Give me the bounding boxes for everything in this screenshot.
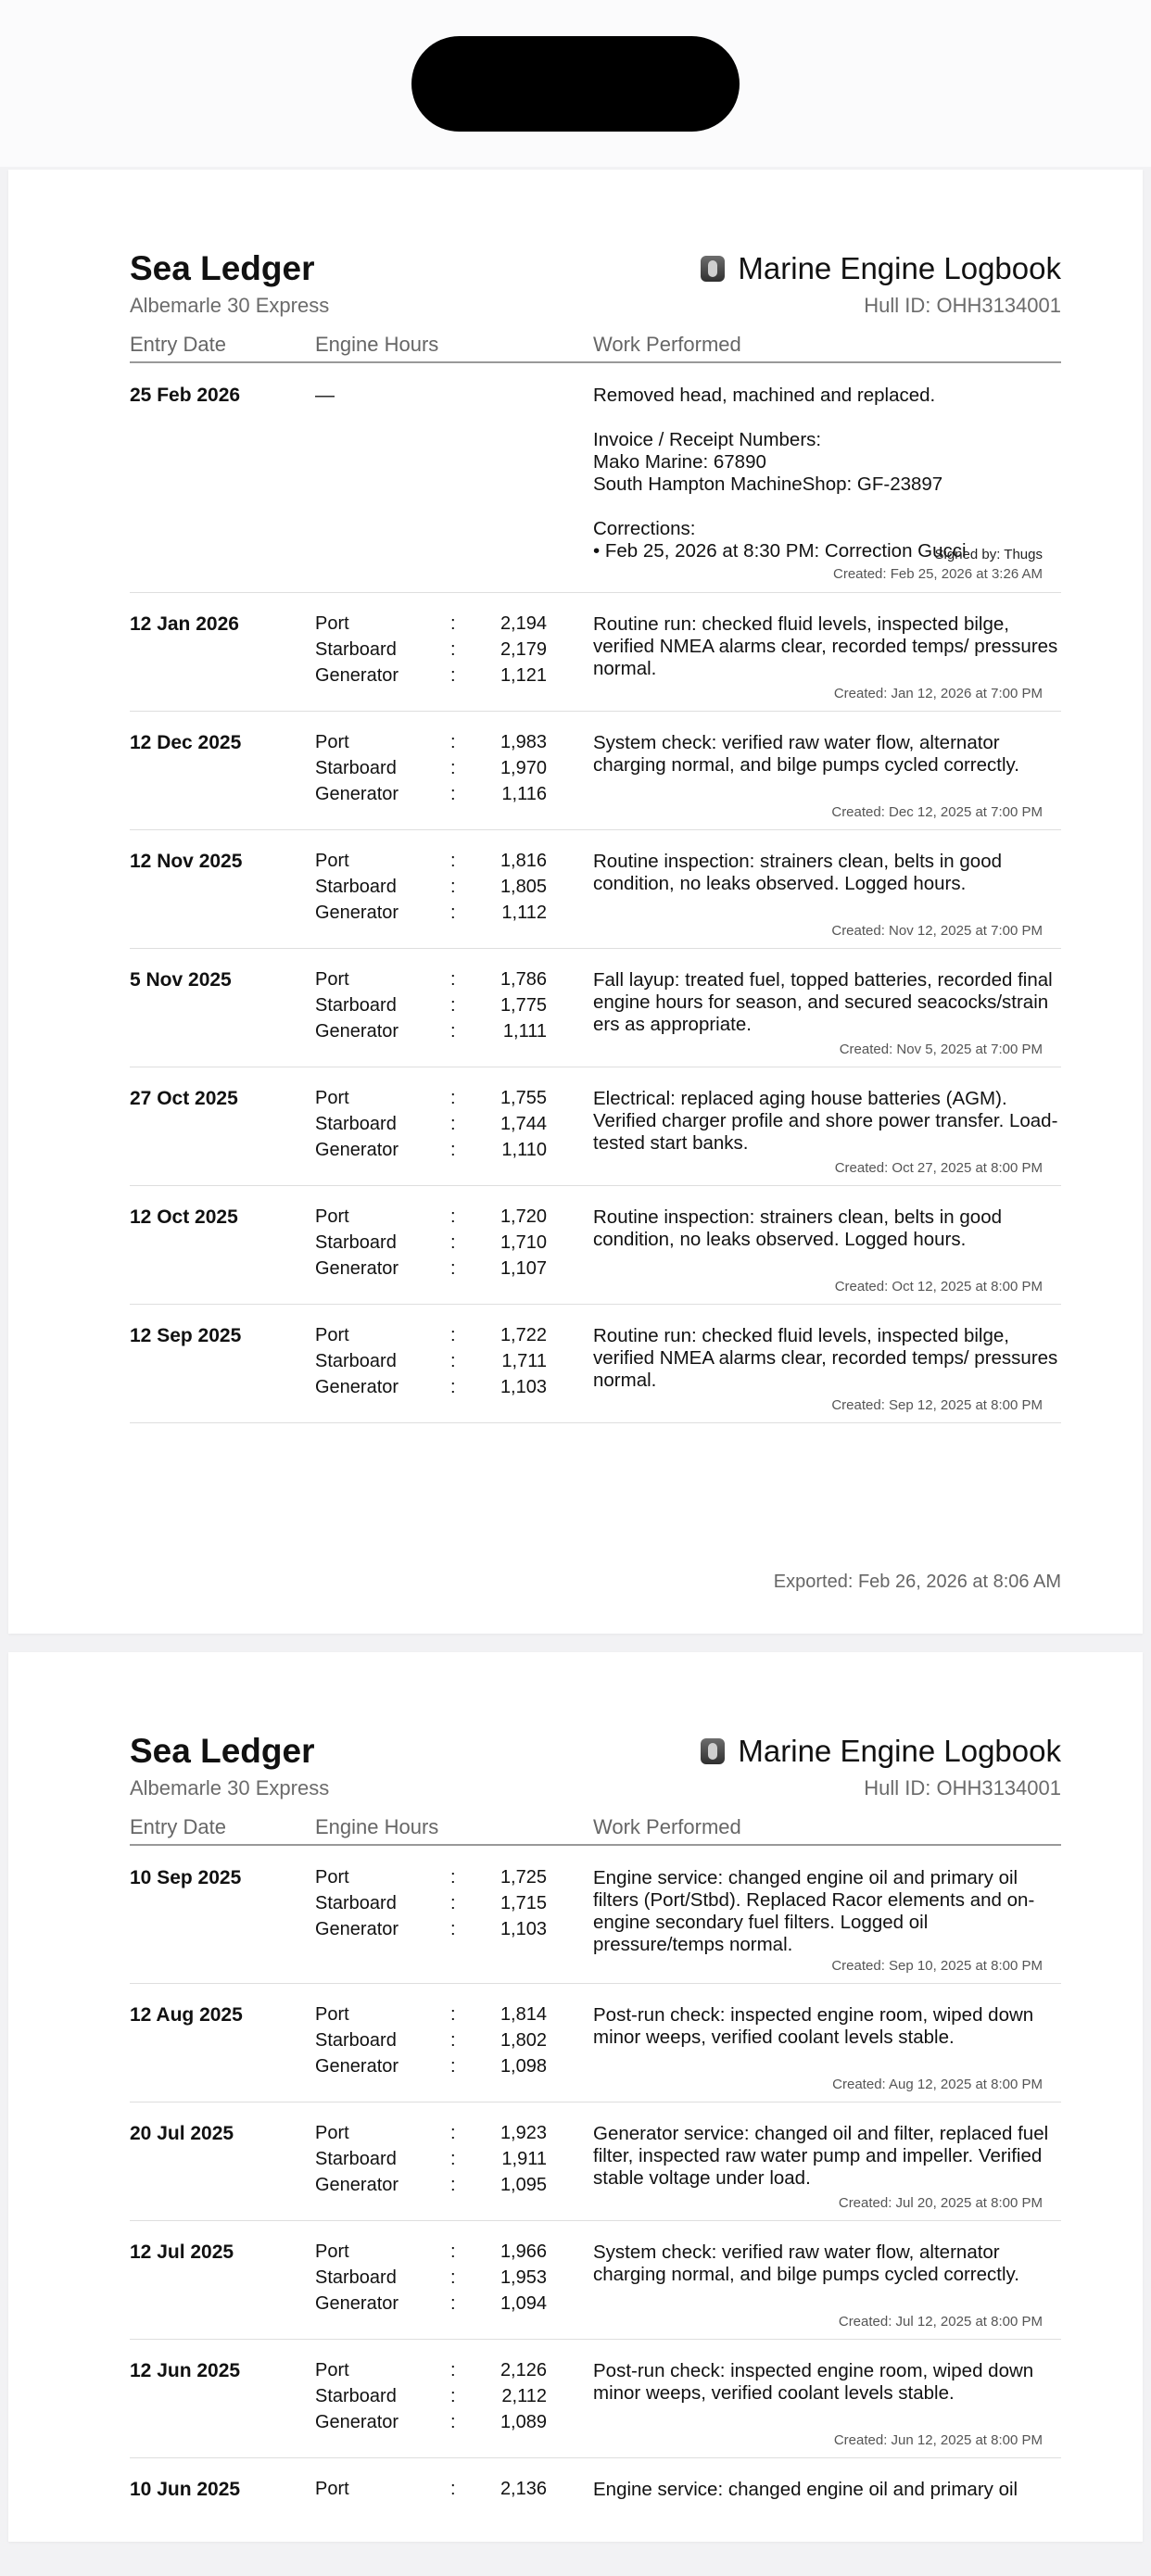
- entry-date: 12 Nov 2025: [130, 851, 243, 872]
- work-line: South Hampton MachineShop: GF-23897: [593, 474, 943, 495]
- log-entry: [130, 2102, 1061, 2221]
- page-header: [130, 170, 1061, 317]
- col-engine-hours: Engine Hours: [315, 1815, 439, 1838]
- hours-row-generator: Generator : 1,110: [315, 1140, 547, 1160]
- hours-row-generator: Generator : 1,103: [315, 1919, 547, 1939]
- log-entry: [130, 1067, 1061, 1186]
- entry-work: [593, 385, 1061, 562]
- hours-row-port: Port : 2,136: [315, 2479, 547, 2499]
- entry-work: Routine run: checked fluid levels, inspected bilge, verified NMEA alarms clear, recorded temps/ pressures normal.: [593, 613, 1058, 679]
- entry-created: Created: Jun 12, 2025 at 8:00 PM: [833, 2432, 1043, 2448]
- entry-date: 10 Sep 2025: [130, 1867, 242, 1888]
- hours-row-starboard: Starboard : 1,744: [315, 1114, 547, 1134]
- entry-date: 12 Sep 2025: [130, 1325, 242, 1346]
- entry-hours: [315, 1206, 547, 1284]
- dynamic-island: [411, 36, 740, 132]
- col-entry-date: Entry Date: [130, 333, 226, 356]
- hours-row-generator: Generator : 1,094: [315, 2293, 547, 2314]
- entry-date: 12 Jan 2026: [130, 613, 239, 635]
- log-entry: [130, 1847, 1061, 1984]
- page-content: [130, 1652, 1061, 2500]
- hours-row-port: Port : 1,786: [315, 969, 547, 990]
- hours-row-port: Port : 1,816: [315, 851, 547, 871]
- log-entry: [130, 1186, 1061, 1305]
- log-entry: [130, 2221, 1061, 2340]
- logbook-title: Marine Engine Logbook: [738, 1734, 1061, 1768]
- entry-hours: [315, 2004, 547, 2082]
- hours-row-generator: Generator : 1,103: [315, 1377, 547, 1397]
- log-entry: [130, 949, 1061, 1067]
- entries-list: [130, 364, 1061, 1423]
- entry-hours: [315, 613, 547, 691]
- work-line: Invoice / Receipt Numbers:: [593, 429, 822, 450]
- brand-title: Sea Ledger: [130, 249, 315, 287]
- hours-row-port: Port : 1,814: [315, 2004, 547, 2025]
- entry-created: Created: Oct 12, 2025 at 8:00 PM: [834, 1279, 1043, 1294]
- hours-row-starboard: Starboard : 1,775: [315, 995, 547, 1016]
- hours-row-starboard: Starboard : 1,970: [315, 758, 547, 778]
- hours-row-port: Port : 2,194: [315, 613, 547, 634]
- entry-work: Routine inspection: strainers clean, belts in good condition, no leaks observed. Logged hours.: [593, 851, 1003, 894]
- entry-date: 12 Aug 2025: [130, 2004, 243, 2026]
- entry-hours: [315, 1867, 547, 1945]
- column-headers: [130, 1815, 1061, 1846]
- hours-row-generator: Generator : 1,107: [315, 1258, 547, 1279]
- entry-hours: [315, 2123, 547, 2201]
- hours-row-starboard: Starboard : 2,179: [315, 639, 547, 660]
- app-logo-icon: [701, 1738, 725, 1764]
- hull-id: Hull ID: OHH3134001: [864, 294, 1061, 317]
- work-line: • Feb 25, 2026 at 8:30 PM: Correction Gucci: [593, 540, 967, 562]
- exported-timestamp: Exported: Feb 26, 2026 at 8:06 AM: [773, 1572, 1061, 1592]
- hours-row-generator: Generator : 1,116: [315, 784, 547, 804]
- logbook-page-1: [8, 170, 1143, 1634]
- entry-created: Created: Sep 10, 2025 at 8:00 PM: [831, 1958, 1043, 1974]
- hours-row-generator: Generator : 1,111: [315, 1021, 547, 1042]
- entry-work: Generator service: changed oil and filter, replaced fuel filter, inspected raw water pump and impeller. Verified stable voltage under load.: [593, 2123, 1049, 2189]
- entry-work: Routine inspection: strainers clean, belts in good condition, no leaks observed. Logged hours.: [593, 1206, 1003, 1250]
- hours-row-starboard: Starboard : 2,112: [315, 2386, 547, 2406]
- entry-date: 10 Jun 2025: [130, 2479, 241, 2500]
- page-header: [130, 1652, 1061, 1799]
- entry-date: 5 Nov 2025: [130, 969, 232, 991]
- entry-work: Post-run check: inspected engine room, wiped down minor weeps, verified coolant levels stable.: [593, 2004, 1034, 2048]
- work-line: Removed head, machined and replaced.: [593, 385, 936, 406]
- entry-created: Created: Jan 12, 2026 at 7:00 PM: [833, 686, 1043, 701]
- hours-row-port: Port : 1,923: [315, 2123, 547, 2143]
- app-logo-icon: [701, 256, 725, 282]
- log-entry: [130, 364, 1061, 593]
- entry-created: Created: Nov 12, 2025 at 7:00 PM: [831, 923, 1043, 939]
- entry-date: 12 Jul 2025: [130, 2241, 234, 2263]
- entry-hours: [315, 2241, 547, 2319]
- entry-work: Engine service: changed engine oil and primary oil filters (Port/Stbd). Replaced Racor elements and on-engine secondary fuel filters. Logged oil pressure/temps normal.: [593, 1867, 1035, 1955]
- log-entry: [130, 2458, 1061, 2576]
- signed-by: Signed by: Thugs: [934, 547, 1043, 562]
- hours-row-generator: Generator : 1,098: [315, 2056, 547, 2077]
- entry-date: 12 Dec 2025: [130, 732, 242, 753]
- entry-created: Created: Jul 12, 2025 at 8:00 PM: [838, 2314, 1043, 2330]
- entry-work: Fall layup: treated fuel, topped batteries, recorded final engine hours for season, and secured seacocks/strain ers as appropriate.: [593, 969, 1053, 1035]
- hours-row-port: Port : 1,966: [315, 2241, 547, 2262]
- entry-hours: [315, 1088, 547, 1166]
- boat-name: Albemarle 30 Express: [130, 1776, 330, 1799]
- entry-created: Created: Jul 20, 2025 at 8:00 PM: [838, 2195, 1043, 2211]
- entry-work: System check: verified raw water flow, alternator charging normal, and bilge pumps cycled correctly.: [593, 732, 1019, 776]
- log-entry: [130, 1305, 1061, 1423]
- column-headers: [130, 333, 1061, 363]
- entry-work: Post-run check: inspected engine room, wiped down minor weeps, verified coolant levels stable.: [593, 2360, 1034, 2404]
- entry-created: Created: Nov 5, 2025 at 7:00 PM: [839, 1042, 1043, 1057]
- entry-created: Created: Sep 12, 2025 at 8:00 PM: [831, 1397, 1043, 1413]
- logbook-title: Marine Engine Logbook: [738, 251, 1061, 285]
- col-work-performed: Work Performed: [593, 1815, 741, 1838]
- hours-row-port: Port : 1,755: [315, 1088, 547, 1108]
- col-engine-hours: Engine Hours: [315, 333, 439, 356]
- col-work-performed: Work Performed: [593, 333, 741, 356]
- log-entry: [130, 1984, 1061, 2102]
- hours-row-generator: Generator : 1,112: [315, 903, 547, 923]
- entry-date: 12 Jun 2025: [130, 2360, 241, 2381]
- entry-created: Created: Aug 12, 2025 at 8:00 PM: [832, 2077, 1043, 2092]
- hours-row-starboard: Starboard : 1,802: [315, 2030, 547, 2051]
- entry-work: System check: verified raw water flow, alternator charging normal, and bilge pumps cycled correctly.: [593, 2241, 1019, 2285]
- hours-row-starboard: Starboard : 1,710: [315, 1232, 547, 1253]
- hours-row-generator: Generator : 1,095: [315, 2175, 547, 2195]
- entry-hours: [315, 732, 547, 810]
- log-entry: [130, 2340, 1061, 2458]
- entry-date: 20 Jul 2025: [130, 2123, 234, 2144]
- entry-work: Routine run: checked fluid levels, inspected bilge, verified NMEA alarms clear, recorded temps/ pressures normal.: [593, 1325, 1058, 1391]
- log-entry: [130, 593, 1061, 712]
- hours-row-starboard: Starboard : 1,715: [315, 1893, 547, 1913]
- logbook-title-group: [701, 251, 1061, 286]
- hours-row-starboard: Starboard : 1,805: [315, 877, 547, 897]
- boat-name: Albemarle 30 Express: [130, 294, 330, 317]
- hours-row-port: Port : 1,725: [315, 1867, 547, 1888]
- logbook-title-group: [701, 1734, 1061, 1769]
- hours-row-port: Port : 1,722: [315, 1325, 547, 1345]
- hours-row-port: Port : 2,126: [315, 2360, 547, 2380]
- brand-title: Sea Ledger: [130, 1732, 315, 1770]
- entry-date: 25 Feb 2026: [130, 385, 241, 406]
- entry-created: Created: Oct 27, 2025 at 8:00 PM: [834, 1160, 1043, 1176]
- entry-hours: [315, 2360, 547, 2438]
- work-line: Mako Marine: 67890: [593, 451, 766, 473]
- entry-hours: [315, 851, 547, 928]
- entries-list: [130, 1847, 1061, 2576]
- hours-row-generator: Generator : 1,089: [315, 2412, 547, 2432]
- work-line: Corrections:: [593, 518, 696, 539]
- entry-work: Electrical: replaced aging house batteries (AGM). Verified charger profile and shore power transfer. Load-tested start banks.: [593, 1088, 1058, 1154]
- status-area: [0, 0, 1151, 167]
- entry-hours: [315, 969, 547, 1047]
- hours-row-generator: Generator : 1,121: [315, 665, 547, 686]
- hours-row-port: Port : 1,720: [315, 1206, 547, 1227]
- col-entry-date: Entry Date: [130, 1815, 226, 1838]
- hours-row-starboard: Starboard : 1,711: [315, 1351, 547, 1371]
- hours-row-starboard: Starboard : 1,953: [315, 2267, 547, 2288]
- log-entry: [130, 712, 1061, 830]
- entry-date: 12 Oct 2025: [130, 1206, 238, 1228]
- entry-work: Engine service: changed engine oil and primary oil: [593, 2479, 1018, 2500]
- entry-hours: [315, 1325, 547, 1403]
- entry-created: Created: Feb 25, 2026 at 3:26 AM: [833, 566, 1043, 582]
- hull-id: Hull ID: OHH3134001: [864, 1776, 1061, 1799]
- log-entry: [130, 830, 1061, 949]
- hours-row-port: Port : 1,983: [315, 732, 547, 752]
- entry-hours: [315, 2479, 547, 2505]
- page-content: [130, 170, 1061, 1413]
- entry-date: 27 Oct 2025: [130, 1088, 238, 1109]
- logbook-page-2: [8, 1652, 1143, 2542]
- entry-hours-empty: —: [315, 385, 335, 406]
- hours-row-starboard: Starboard : 1,911: [315, 2149, 547, 2169]
- entry-created: Created: Dec 12, 2025 at 7:00 PM: [831, 804, 1043, 820]
